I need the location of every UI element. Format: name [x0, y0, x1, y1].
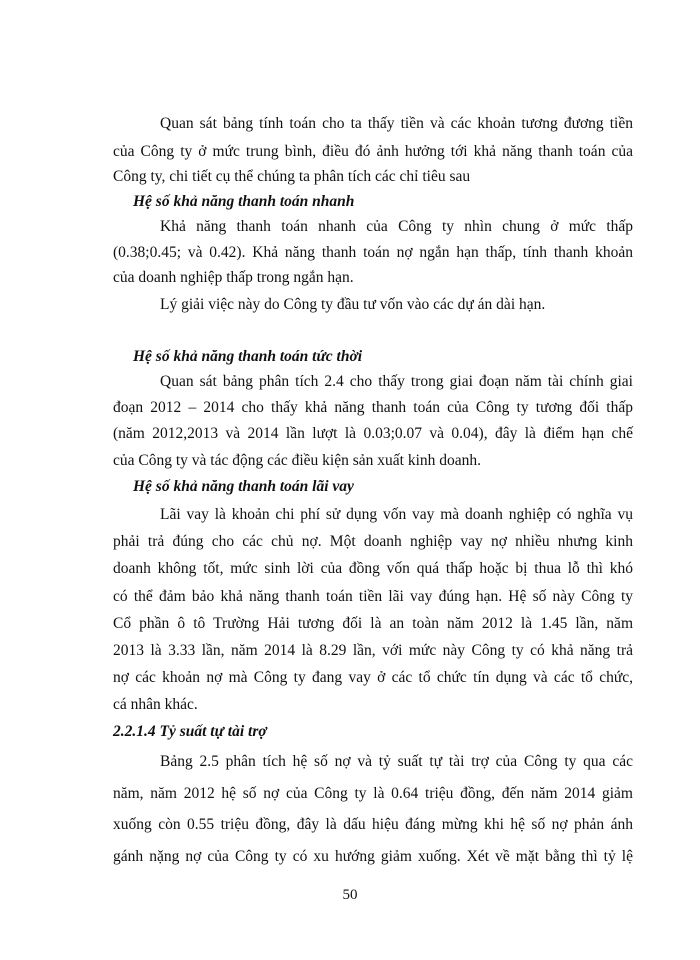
paragraph-5-line-4: có thể đảm bảo khả năng thanh toán tiền lãi vay đúng hạn. Hệ số này Công ty — [113, 588, 633, 605]
paragraph-6-line-3: xuống còn 0.55 triệu đồng, đây là dấu hiệu đáng mừng khi hệ số nợ phản ánh — [113, 816, 633, 833]
heading-quick-ratio: Hệ số khả năng thanh toán nhanh — [133, 193, 355, 210]
paragraph-1-line-3: Công ty, chi tiết cụ thể chúng ta phân tích các chỉ tiêu sau — [113, 168, 471, 185]
paragraph-1-line-2: của Công ty ở mức trung bình, điều đó ảnh hưởng tới khả năng thanh toán của — [113, 143, 633, 160]
paragraph-5-line-1: Lãi vay là khoản chi phí sử dụng vốn vay mà doanh nghiệp có nghĩa vụ — [160, 506, 633, 523]
paragraph-3-line-1: Lý giải việc này do Công ty đầu tư vốn vào các dự án dài hạn. — [160, 296, 546, 313]
paragraph-2-line-2: (0.38;0.45; và 0.42). Khả năng thanh toán nợ ngắn hạn thấp, tính thanh khoản — [113, 244, 633, 261]
paragraph-5-line-5: Cổ phần ô tô Trường Hải tương đối là an toàn năm 2012 là 1.45 lần, năm — [113, 615, 633, 632]
heading-interest-coverage: Hệ số khả năng thanh toán lãi vay — [133, 478, 354, 495]
paragraph-2-line-1: Khả năng thanh toán nhanh của Công ty nhìn chung ở mức thấp — [160, 218, 633, 235]
paragraph-5-line-8: cá nhân khác. — [113, 696, 198, 713]
paragraph-5-line-3: doanh không tốt, mức sinh lời của đồng vốn quá thấp hoặc bị thua lỗ thì khó — [113, 560, 633, 577]
paragraph-6-line-2: năm, năm 2012 hệ số nợ của Công ty là 0.64 triệu đồng, đến năm 2014 giảm — [113, 785, 633, 802]
heading-cash-ratio: Hệ số khả năng thanh toán tức thời — [133, 348, 363, 365]
paragraph-6-line-4: gánh nặng nợ của Công ty có xu hướng giảm xuống. Xét về mặt bằng thì tỷ lệ — [113, 848, 633, 865]
paragraph-1-line-1: Quan sát bảng tính toán cho ta thấy tiền và các khoản tương đương tiền — [160, 115, 633, 132]
paragraph-4-line-3: (năm 2012,2013 và 2014 lần lượt là 0.03;0.07 và 0.04), đây là điểm hạn chế — [113, 425, 633, 442]
paragraph-6-line-1: Bảng 2.5 phân tích hệ số nợ và tỷ suất tự tài trợ của Công ty qua các — [160, 753, 633, 770]
paragraph-5-line-6: 2013 là 3.33 lần, năm 2014 là 8.29 lần, với mức này Công ty có khả năng trả — [113, 642, 633, 659]
paragraph-4-line-2: đoạn 2012 – 2014 cho thấy khả năng thanh toán của Công ty tương đối thấp — [113, 399, 633, 416]
section-title: 2.2.1.4 Tỷ suất tự tài trợ — [113, 723, 267, 740]
paragraph-2-line-3: của doanh nghiệp thấp trong ngắn hạn. — [113, 269, 354, 286]
paragraph-5-line-2: phải trả đúng cho các chủ nợ. Một doanh nghiệp vay nợ nhiều nhưng kinh — [113, 533, 633, 550]
paragraph-5-line-7: nợ các khoản nợ mà Công ty đang vay ở các tổ chức tín dụng và các tổ chức, — [113, 669, 633, 686]
page-number: 50 — [342, 887, 358, 903]
paragraph-4-line-4: của Công ty và tác động các điều kiện sản xuất kinh doanh. — [113, 452, 482, 469]
paragraph-4-line-1: Quan sát bảng phân tích 2.4 cho thấy trong giai đoạn năm tài chính giai — [160, 373, 633, 390]
